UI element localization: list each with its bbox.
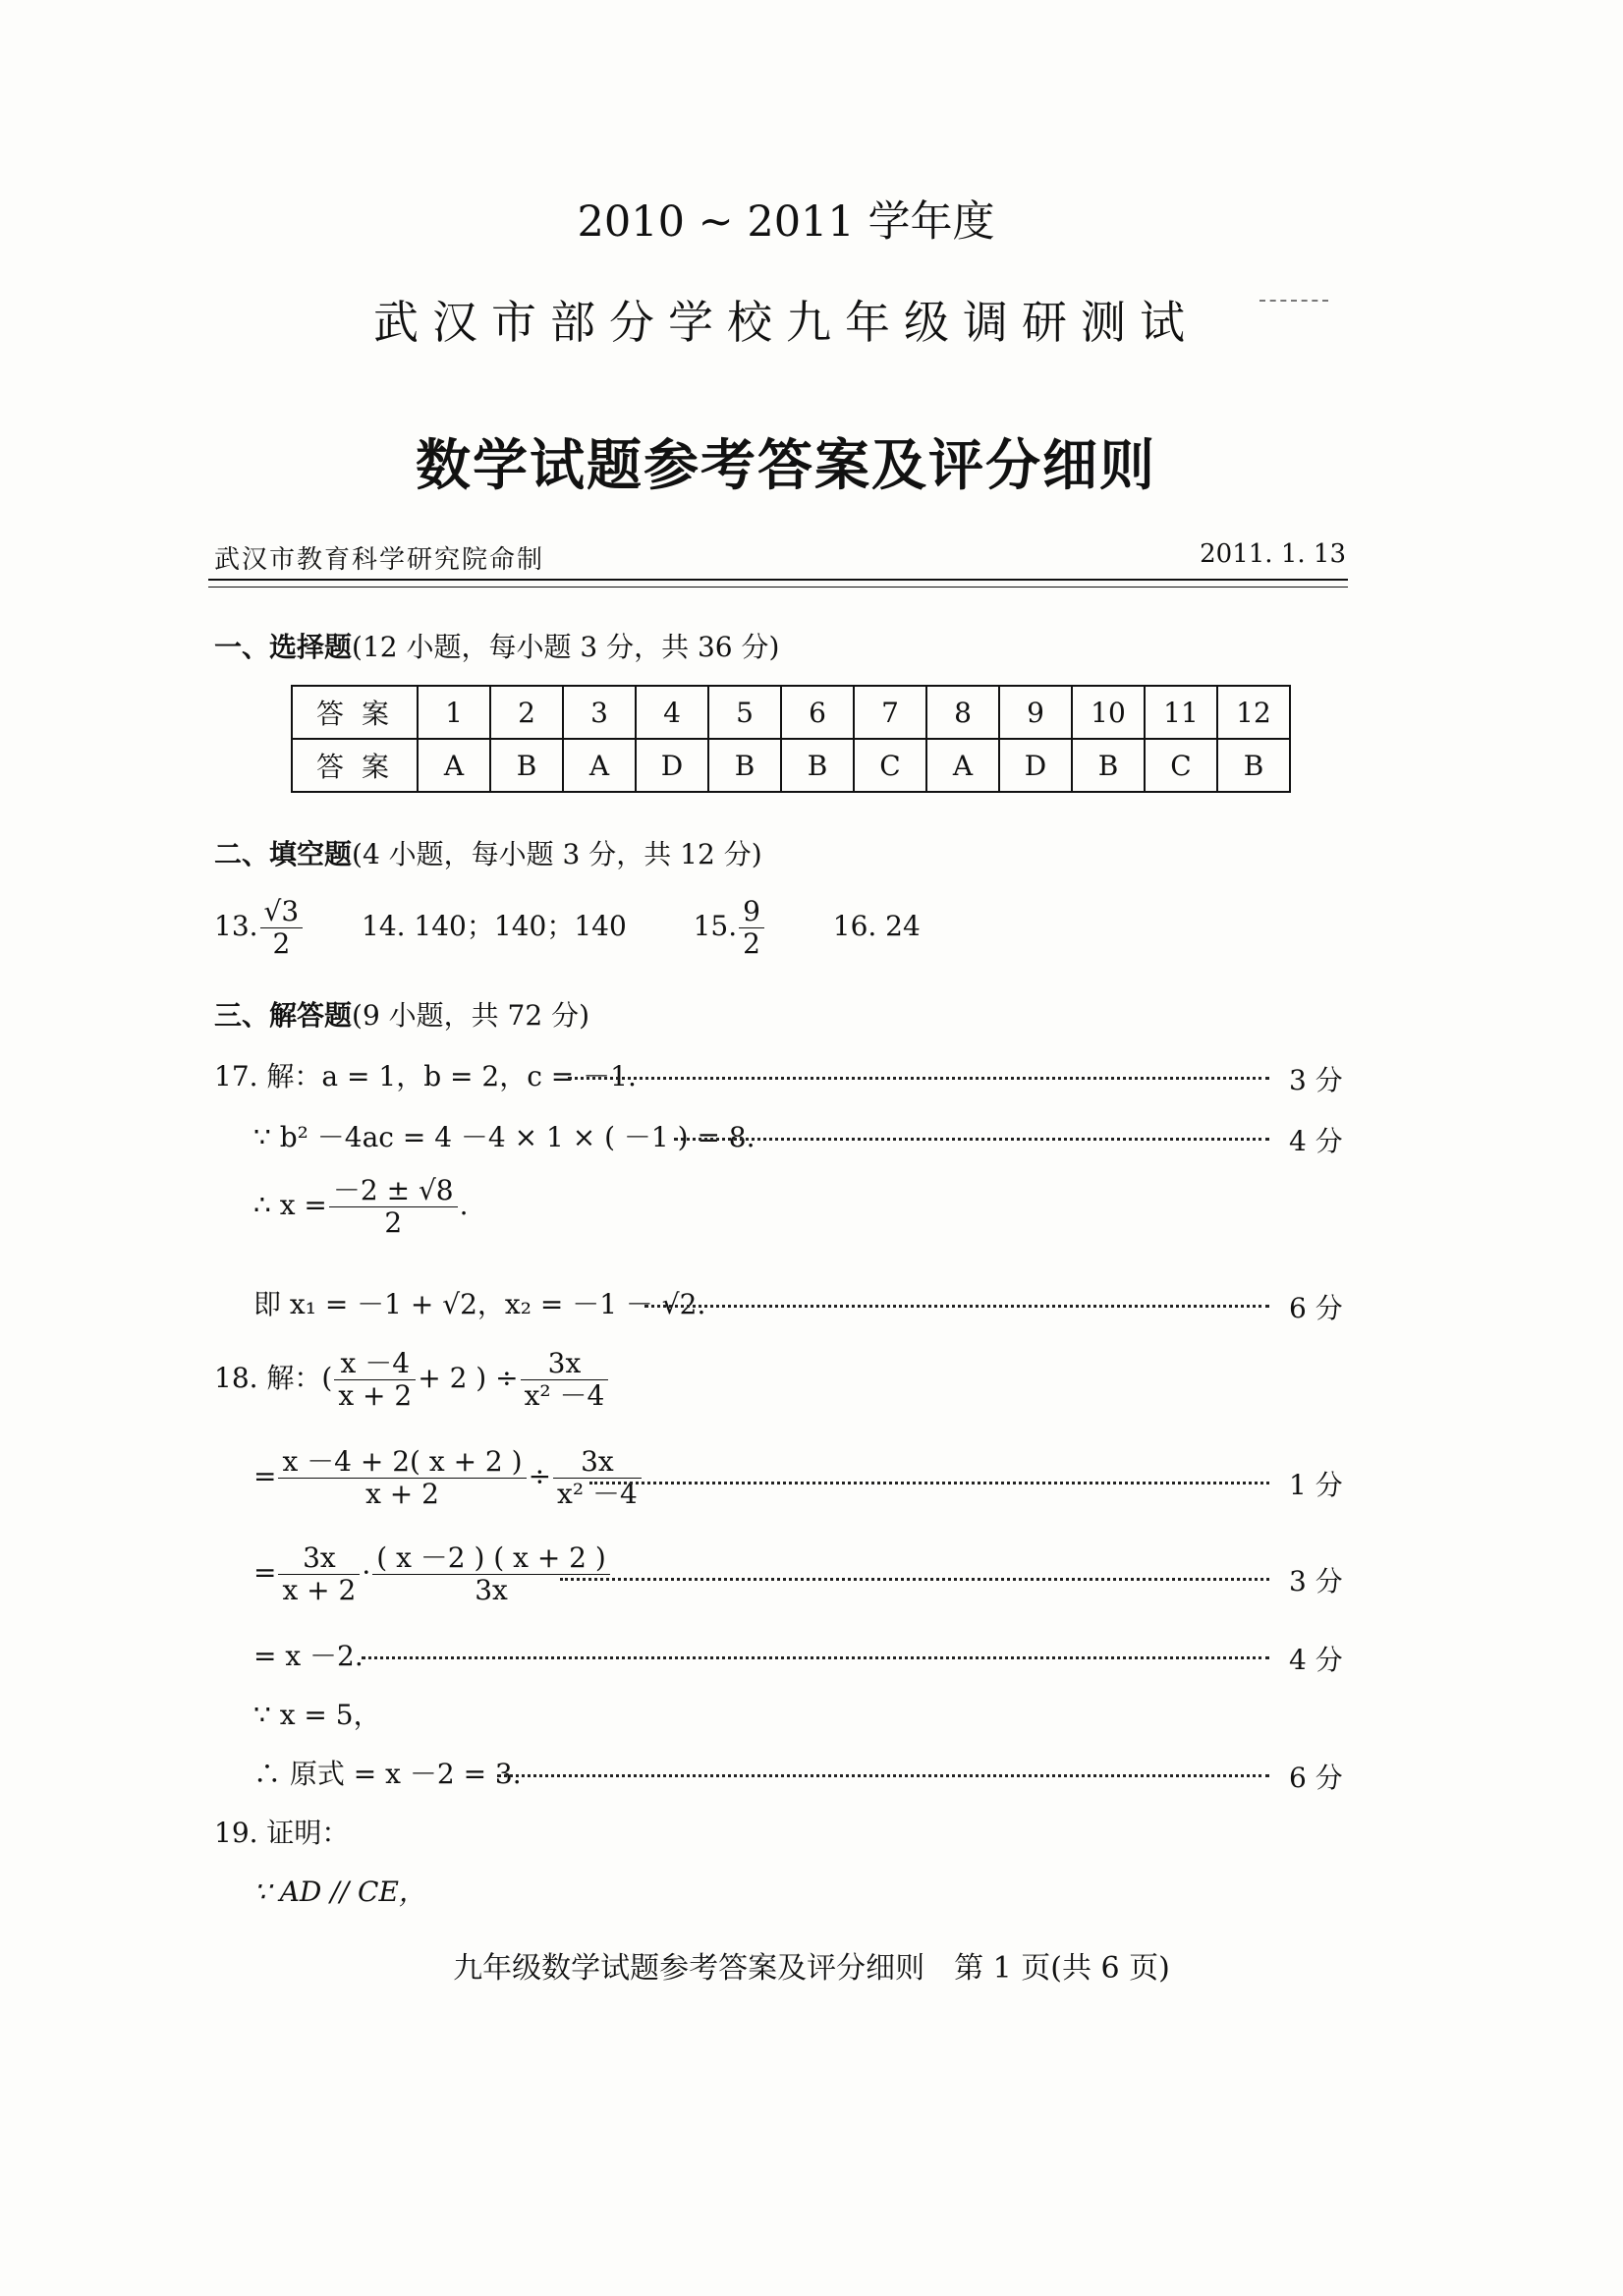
q17-fraction — [329, 1175, 458, 1239]
header-rule-thick — [208, 579, 1348, 581]
q18-line4: = x －2. — [253, 1640, 364, 1672]
q18-line3-mid: · — [362, 1556, 371, 1590]
page-title: 数学试题参考答案及评分细则 — [416, 433, 1156, 498]
answer-cell: A — [563, 739, 636, 792]
question-number: 8 — [926, 686, 999, 739]
answer-cell: B — [708, 739, 781, 792]
scan-mark — [1259, 300, 1328, 302]
q15-label: 15. — [693, 910, 738, 943]
fill-blank-answers — [214, 896, 921, 960]
question-number: 1 — [418, 686, 490, 739]
denominator: x + 2 — [282, 1574, 357, 1607]
section2-title: 二、填空题 — [214, 838, 353, 870]
answer-table — [291, 685, 1291, 793]
q18-line3-fraction2 — [372, 1542, 610, 1606]
q15-denominator: 2 — [743, 927, 760, 961]
q18-line1-fraction1 — [334, 1348, 416, 1412]
answer-cell: C — [1145, 739, 1217, 792]
date: 2011. 1. 13 — [1200, 539, 1346, 569]
q18-line2 — [253, 1446, 644, 1510]
q18-line3-prefix: = — [253, 1556, 277, 1590]
q13-numerator: √3 — [260, 896, 304, 928]
denominator: 3x — [475, 1574, 508, 1607]
q18-line2-fraction1 — [278, 1446, 526, 1510]
q18-line1 — [214, 1348, 610, 1412]
q18-line1-mid: + 2 ) ÷ — [418, 1362, 519, 1395]
q17-line3-suffix: . — [459, 1189, 469, 1222]
q17-score4: 6 分 — [1289, 1292, 1343, 1324]
q17-line3 — [253, 1175, 469, 1239]
header-rule-thin — [208, 587, 1348, 588]
q18-line1-prefix: 18. 解：( — [214, 1362, 333, 1395]
question-number: 11 — [1145, 686, 1217, 739]
denominator: x + 2 — [338, 1379, 413, 1413]
section3-note: (9 小题，共 72 分) — [352, 999, 590, 1032]
answer-cell: D — [636, 739, 708, 792]
numerator: 3x — [553, 1446, 642, 1479]
answer-table-number-row — [292, 686, 1290, 739]
q17-line2: ∵ b² －4ac = 4 －4 × 1 × ( －1 ) = 8. — [253, 1121, 756, 1153]
issuer: 武汉市教育科学研究院命制 — [214, 545, 545, 575]
section2-heading — [214, 833, 762, 872]
q19-line2: ∵ AD // CE， — [253, 1876, 426, 1908]
denominator: x² －4 — [524, 1379, 605, 1413]
q19-line1: 19. 证明： — [214, 1817, 350, 1849]
q18-score6: 6 分 — [1289, 1762, 1343, 1794]
q13-fraction — [260, 896, 304, 960]
question-number: 3 — [563, 686, 636, 739]
answer-table-answer-row — [292, 739, 1290, 792]
q17-line3-prefix: ∴ x = — [253, 1189, 327, 1222]
denominator: x + 2 — [365, 1478, 439, 1511]
numerator: x －4 + 2( x + 2 ) — [278, 1446, 526, 1479]
answer-table-row-label: 答案 — [292, 686, 418, 739]
q18-line1-fraction2 — [521, 1348, 609, 1412]
leader-dots — [589, 1482, 1269, 1484]
answer-table-row-label: 答案 — [292, 739, 418, 792]
leader-dots — [560, 1578, 1269, 1581]
q16-answer: 16. 24 — [832, 910, 921, 943]
question-number: 5 — [708, 686, 781, 739]
answer-cell: B — [1217, 739, 1290, 792]
leader-dots — [497, 1774, 1269, 1777]
section2-note: (4 小题，每小题 3 分，共 12 分) — [352, 838, 762, 870]
leader-dots — [644, 1305, 1269, 1308]
q18-line5: ∵ x = 5， — [253, 1699, 381, 1731]
answer-cell: C — [854, 739, 926, 792]
leader-dots — [568, 1077, 1269, 1080]
q17-score2: 4 分 — [1289, 1125, 1343, 1157]
q17-score1: 3 分 — [1289, 1064, 1343, 1096]
q18-line2-prefix: = — [253, 1460, 277, 1493]
page-footer: 九年级数学试题参考答案及评分细则 第 1 页(共 6 页) — [453, 1951, 1170, 1986]
answer-cell: D — [999, 739, 1072, 792]
q13-label: 13. — [214, 910, 258, 943]
answer-cell: A — [926, 739, 999, 792]
q18-score4: 4 分 — [1289, 1644, 1343, 1676]
q18-line2-fraction2 — [553, 1446, 642, 1510]
numerator: ( x －2 ) ( x + 2 ) — [372, 1542, 610, 1575]
q13-denominator: 2 — [272, 927, 291, 961]
q18-line3-fraction1 — [278, 1542, 360, 1606]
question-number: 7 — [854, 686, 926, 739]
section1-heading — [214, 626, 779, 665]
section1-title: 一、选择题 — [214, 631, 353, 663]
section3-heading — [214, 994, 589, 1034]
question-number: 4 — [636, 686, 708, 739]
answer-cell: B — [1072, 739, 1145, 792]
question-number: 12 — [1217, 686, 1290, 739]
title-school: 武汉市部分学校九年级调研测试 — [373, 296, 1199, 349]
q18-line6: ∴ 原式 = x －2 = 3. — [253, 1758, 522, 1790]
q15-numerator: 9 — [739, 896, 764, 928]
q18-score3: 3 分 — [1289, 1565, 1343, 1597]
leader-dots — [362, 1656, 1269, 1659]
q14-answer: 14. 140；140；140 — [362, 910, 627, 943]
q17-line4: 即 x₁ = －1 + √2，x₂ = －1 － √2. — [253, 1288, 706, 1320]
q17-numerator: －2 ± √8 — [329, 1175, 458, 1207]
answer-cell: B — [781, 739, 854, 792]
question-number: 10 — [1072, 686, 1145, 739]
numerator: x －4 — [334, 1348, 416, 1380]
numerator: 3x — [521, 1348, 609, 1380]
numerator: 3x — [278, 1542, 360, 1575]
section3-title: 三、解答题 — [214, 999, 353, 1032]
title-year: 2010 ~ 2011 学年度 — [577, 197, 995, 247]
q18-line3 — [253, 1542, 612, 1606]
answer-cell: B — [490, 739, 563, 792]
section1-note: (12 小题，每小题 3 分，共 36 分) — [352, 631, 780, 663]
q15-fraction — [739, 896, 764, 960]
q18-line2-mid: ÷ — [528, 1460, 552, 1493]
answer-cell: A — [418, 739, 490, 792]
denominator: x² －4 — [557, 1478, 638, 1511]
question-number: 6 — [781, 686, 854, 739]
q17-line1: 17. 解：a = 1，b = 2，c = －1. — [214, 1060, 637, 1092]
question-number: 9 — [999, 686, 1072, 739]
question-number: 2 — [490, 686, 563, 739]
q17-denominator: 2 — [384, 1206, 403, 1240]
q18-score2: 1 分 — [1289, 1469, 1343, 1501]
leader-dots — [674, 1138, 1269, 1141]
